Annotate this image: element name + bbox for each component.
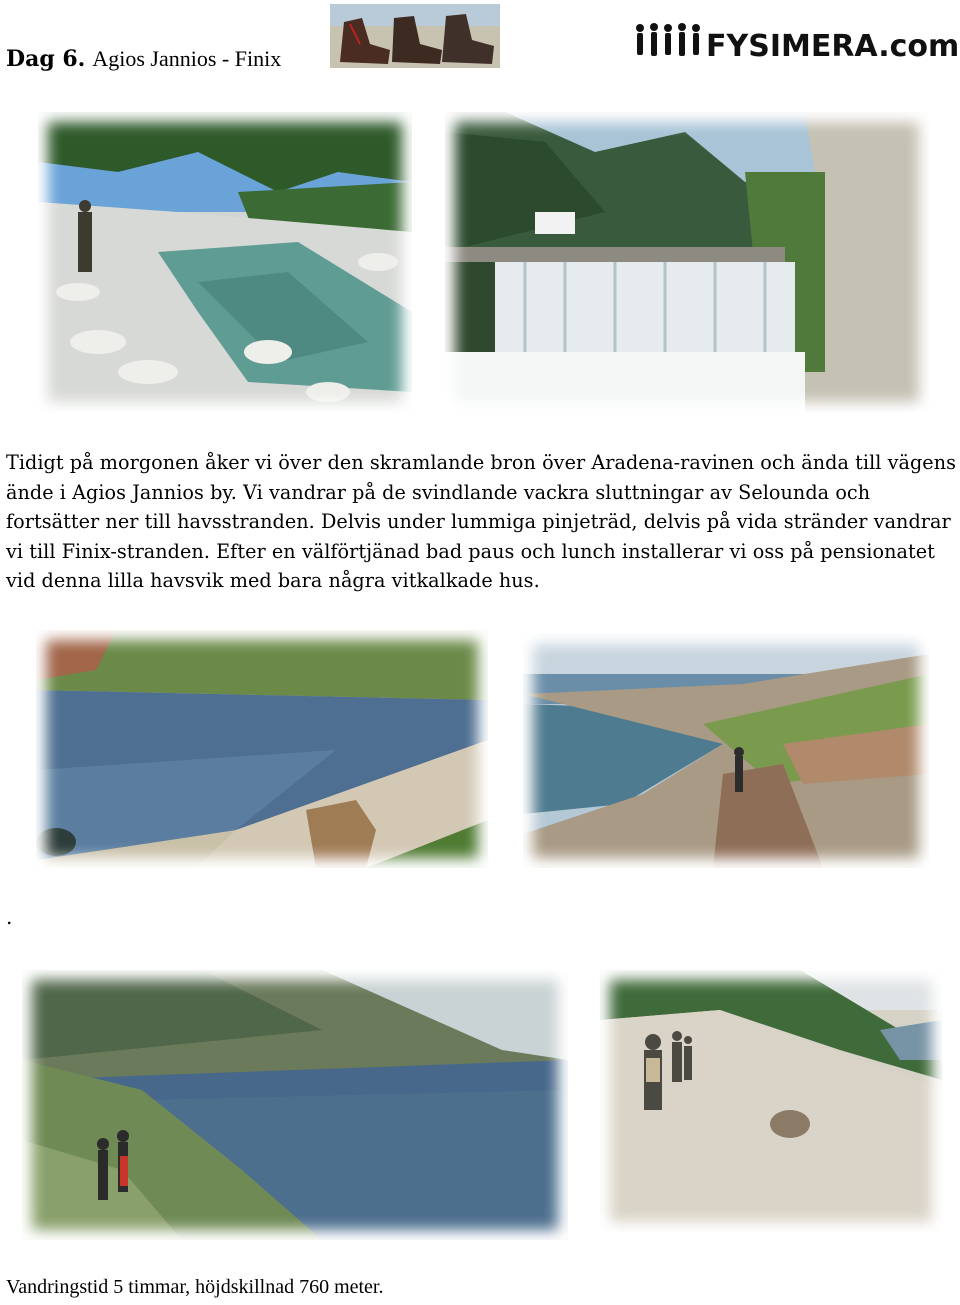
description-paragraph: Tidigt på morgonen åker vi över den skramlande bron över Aradena-ravinen och ända till vägens ände i Agios Jannios by. Vi vandrar på de svindlande vackra sluttningar av Selounda och fortsätter ner till havsstranden. Delvis under lummiga pinjeträd, delvis på vida stränder vandrar vi till Finix-stranden. Efter en välförtjänad bad paus och lunch installerar vi oss på pensionatet vid denna lilla havsvik med bara några vitkalkade hus. [6,451,957,592]
day-label: Dag 6. [6,46,86,72]
hiking-boots-photo [330,4,500,68]
river-stones-photo [38,112,412,412]
bay-chapel-photo [36,630,488,868]
separator-dot: . [6,905,13,929]
logo-text: FYSIMERA.com [706,29,960,64]
sand-dune-hikers-photo [600,970,942,1232]
coastal-rock-path-photo [523,634,929,868]
page-title [6,46,281,72]
hillside-bay-photo [22,970,568,1240]
hiking-info-footer: Vandringstid 5 timmar, höjdskillnad 760 meter. [6,1276,384,1298]
waterfall-photo [445,112,929,412]
fysimera-logo [632,18,960,68]
route-label: Agios Jannios - Finix [92,46,282,71]
